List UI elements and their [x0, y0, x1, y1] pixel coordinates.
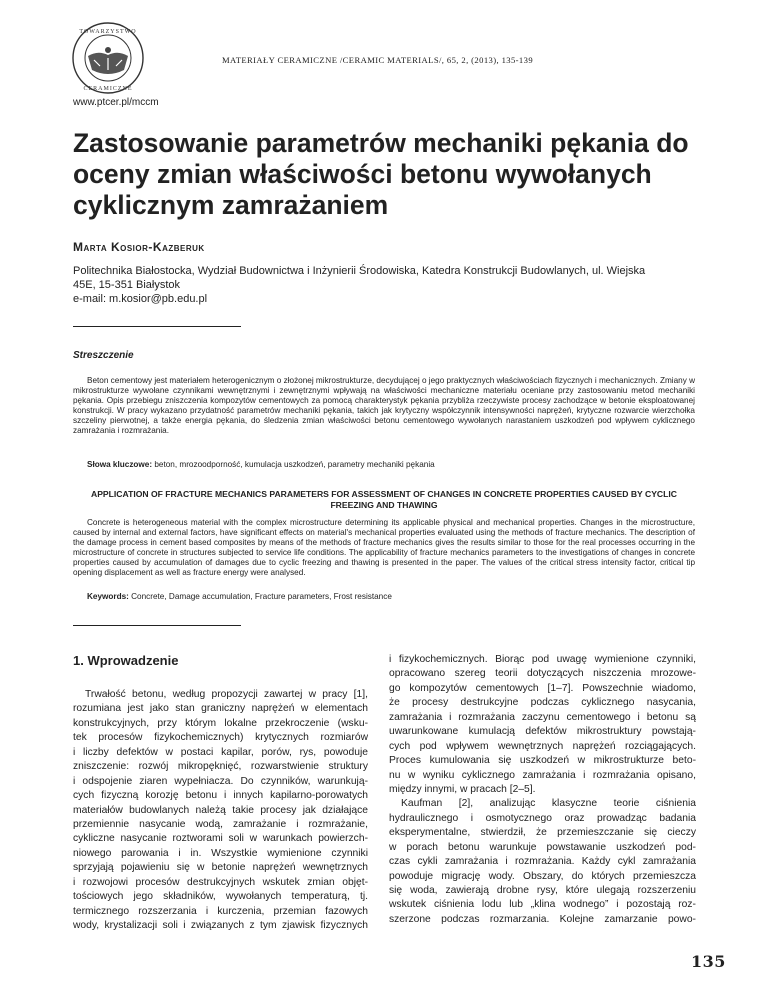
body-line: powoduje migrację wody. Obszary, do których przemieszcza: [389, 870, 696, 882]
body-line: sprzyjają pojawieniu się w betonie naprężeń wewnętrznych: [73, 862, 368, 874]
svg-text:TOWARZYSTWO: TOWARZYSTWO: [79, 29, 137, 35]
keywords-en: [73, 592, 695, 602]
author-name: Marta Kosior-Kazberuk: [73, 240, 205, 254]
body-line: się woda, zawierają drobne rysy, które ulegają rozszerzeniu: [389, 885, 696, 896]
body-line: tościowych jego składników, wywołanych temperaturą, tj.: [73, 891, 368, 903]
body-line: i rozwojowi procesów destrukcyjnych wskutek zmian objęt-: [73, 876, 368, 888]
body-line: zniszczenie: rozwój mikropęknięć, rozwarstwienie struktury: [73, 761, 368, 773]
body-line: że procesy destrukcyjne podczas cyklicznego nasycania,: [389, 697, 696, 709]
body-line: cych fizyczną korozję betonu i innych kapilarno-porowatych: [73, 790, 368, 802]
body-line: cych pod wpływem wewnętrznych naprężeń rozciągających.: [389, 740, 696, 752]
body-line: hydraulicznego i osmotycznego oraz prowadząc badania: [389, 812, 696, 824]
body-line: konstrukcyjnych, przy którym lokalne przekroczenie (wsku-: [73, 717, 368, 729]
section-heading: 1. Wprowadzenie: [73, 653, 179, 668]
body-line: tek procesów fizykochemicznych) krytycznych rozmiarów: [73, 732, 368, 744]
body-line: opracowano szereg teorii dotyczących niszczenia mrozowe-: [389, 668, 696, 680]
body-line: w porach betonu warunkuje powstawanie uszkodzeń pod-: [389, 841, 696, 853]
society-logo: [58, 20, 158, 96]
body-line: rozumiana jest jako stan graniczny naprężeń w elementach: [73, 703, 368, 715]
divider-bottom: [73, 625, 241, 626]
body-line: i fizykochemicznych. Biorąc pod uwagę wymienione czynniki,: [389, 654, 696, 665]
body-line: eksperymentalne, stwierdził, że przemieszczanie się cieczy: [389, 827, 696, 839]
keywords-en-label: Keywords:: [87, 592, 129, 601]
body-column-right: [389, 653, 696, 927]
body-line: szerzone podczas rozmarzania. Kolejne zamarzanie powo-: [389, 913, 696, 925]
keywords-pl-label: Słowa kluczowe:: [87, 460, 153, 469]
keywords-pl: [73, 460, 695, 470]
body-line: Proces kumulowania się uszkodzeń w mikrostrukturze beto-: [389, 755, 696, 767]
body-line: przemiennie nasycanie wodą, zamrażanie i rozmrażanie,: [73, 818, 368, 830]
body-line: go kompozytów cementowych [1–7]. Powszechnie wiadomo,: [389, 682, 696, 694]
body-line: Kaufman [2], analizując klasyczne teorie ciśnienia: [401, 798, 696, 810]
body-line: wskutek ciśnienia lodu lub „klina wodnego” i pozostają roz-: [389, 899, 696, 911]
journal-header: MATERIAŁY CERAMICZNE /CERAMIC MATERIALS/, 65, 2, (2013), 135-139: [222, 55, 534, 65]
body-column-left: [73, 688, 368, 933]
keywords-en-text: Concrete, Damage accumulation, Fracture parameters, Frost resistance: [131, 592, 392, 601]
society-logo-graphic: [58, 20, 158, 96]
body-line: wody, krystalizacji soli i związanych z tym zjawisk fizycznych: [73, 920, 368, 931]
body-line: uwarunkowane kumulacją defektów mikrostruktury powstają-: [389, 726, 696, 738]
affiliation: [73, 264, 713, 306]
affiliation-line-1: Politechnika Białostocka, Wydział Budownictwa i Inżynierii Środowiska, Katedra Konstrukcji Budowlanych, ul. Wiejska: [73, 265, 646, 277]
paper-title: Zastosowanie parametrów mechaniki pękania do oceny zmian właściwości betonu wywołanych cyklicznym zamrażaniem: [73, 128, 689, 220]
body-line: nu w wyniku cyklicznego zamrażania i rozmrażania opisano,: [389, 769, 696, 781]
abstract-heading: Streszczenie: [73, 350, 134, 361]
svg-text:CERAMICZNE: CERAMICZNE: [83, 86, 133, 92]
keywords-pl-text: beton, mrozoodporność, kumulacja uszkodzeń, parametry mechaniki pękania: [154, 460, 435, 469]
body-line: materiałów budowlanych należą takie procesy jak działające: [73, 804, 368, 816]
body-line: między innymi, w pracach [2–5].: [389, 783, 536, 795]
body-line: termicznego rozszerzania i kurczenia, przemian fazowych: [73, 905, 368, 917]
body-line: i liczby defektów w postaci kapilar, porów, rys, powoduje: [73, 746, 368, 758]
divider-top: [73, 326, 241, 327]
body-line: cykliczne nasycanie roztworami soli w warunkach powierzch-: [73, 833, 368, 845]
body-line: i odspojenie ziaren wypełniacza. Do czynników, warunkują-: [73, 775, 368, 787]
abstract-en-text: Concrete is heterogeneous material with the complex microstructure determining its applicable physical and mechanical properties. Changes in the microstructure, caused by internal and external factors, have significant effects on material's mechanical properties evaluated using the methods of fracture mechanics. The description of the damage process in cement based composites by means of the methods of fracture mechanics gives the results similar to those for the real processes occurring in the microstructure of concrete in structures subjected to service life conditions. The applicability of fracture mechanics parameters to the investigations of changes in concrete properties caused by accumulation of damages due to cyclic freezing and thawing is presented in the paper. The values of the critical stress intensity factor, critical tip opening displacement as well as fracture energy were analysed.: [73, 518, 695, 577]
body-line: zamrażania i rozmrażania zaczynu cementowego i betonu są: [389, 711, 696, 723]
author-email[interactable]: e-mail: m.kosior@pb.edu.pl: [73, 293, 208, 305]
journal-url[interactable]: www.ptcer.pl/mccm: [73, 97, 159, 108]
affiliation-line-2: 45E, 15-351 Białystok: [73, 279, 181, 291]
abstract-pl-text: Beton cementowy jest materiałem heterogenicznym o złożonej mikrostrukturze, decydującej o jego praktycznych właściwościach fizycznych i mechanicznych. Zmiany w mikrostrukturze wywołane czynnikami wewnętrznymi i zewnętrznymi wpływają na właściwości mechaniczne materiału oceniane przy zastosowaniu metod mechaniki pękania. Opis przebiegu zniszczenia kompozytów cementowych za pomocą charakterystyk pękania przybliża rzeczywiste procesy zachodzące w betonie eksploatowanej konstrukcji. W pracy wykazano przydatność parametrów mechaniki pękania, takich jak krytyczny współczynnik intensywności naprężeń, krytyczne rozwarcie wierzchołka szczeliny pierwotnej, a także energia pękania, do śledzenia zmian właściwości betonu cementowego wywołanych narastaniem uszkodzeń pod wpływem cyklicznego zamrażania i rozmrażania.: [73, 376, 695, 435]
body-line: Trwałość betonu, według propozycji zawartej w pracy [1],: [85, 689, 368, 700]
body-line: czas cykli zamrażania i rozmrażania. Każdy cykl zamrażania: [389, 856, 696, 868]
page-number: 135: [691, 952, 726, 971]
body-line: niowego parowania i in. Wszystkie wymienione czynniki: [73, 847, 368, 859]
english-title: APPLICATION OF FRACTURE MECHANICS PARAMETERS FOR ASSESSMENT OF CHANGES IN CONCRETE PROPERTIES CAUSED BY CYCLIC FREEZING AND THAWING: [90, 489, 677, 510]
